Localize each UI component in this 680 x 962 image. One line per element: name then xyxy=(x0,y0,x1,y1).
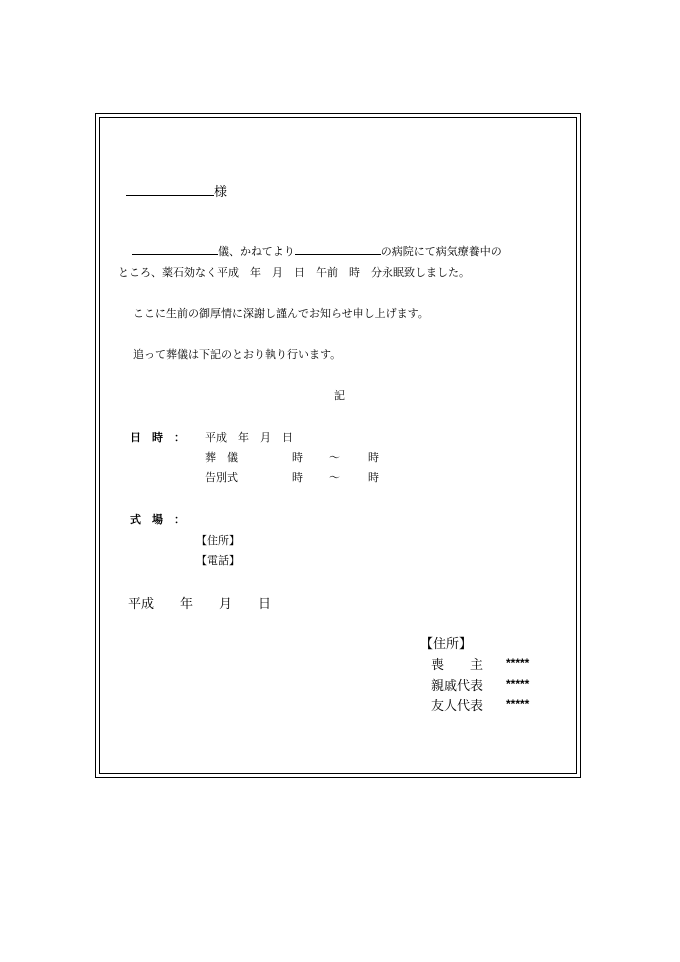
schedule-date: 平成 年 月 日 xyxy=(205,431,293,444)
farewell-start-hour: 時 xyxy=(292,471,303,484)
relatives-label: 親戚代表 xyxy=(431,679,484,694)
relatives-name: ***** xyxy=(506,677,530,691)
farewell-label: 告別式 xyxy=(205,471,238,484)
ki-heading: 記 xyxy=(334,389,345,402)
funeral-start-hour: 時 xyxy=(292,451,303,464)
sender-address: 【住所】 xyxy=(420,637,473,652)
addressee-blank xyxy=(126,185,214,196)
friends-name: ***** xyxy=(506,697,530,711)
farewell-range-tilde: ～ xyxy=(329,471,340,484)
addressee-suffix: 様 xyxy=(214,185,228,200)
announcement-line-1 xyxy=(132,243,502,259)
funeral-range-tilde: ～ xyxy=(329,451,340,464)
friends-label: 友人代表 xyxy=(431,699,484,714)
farewell-end-hour: 時 xyxy=(368,471,379,484)
funeral-label: 葬 儀 xyxy=(205,451,238,464)
chief-mourner-name: ***** xyxy=(506,656,530,670)
announcement-line-1-text-b: の病院にて病気療養中の xyxy=(380,245,502,258)
venue-label: 式 場 ： xyxy=(130,513,185,526)
addressee-line xyxy=(126,181,227,200)
gratitude-paragraph: ここに生前の御厚情に深謝し謹んでお知らせ申し上げます。 xyxy=(133,307,429,320)
hospital-name-blank xyxy=(295,244,381,255)
announcement-line-1-text-a: 儀、かねてより xyxy=(218,245,295,258)
announcement-line-2: ところ、薬石効なく平成 年 月 日 午前 時 分永眠致しました。 xyxy=(118,266,470,279)
deceased-name-blank xyxy=(132,244,218,255)
funeral-notice-paragraph: 追って葬儀は下記のとおり執り行います。 xyxy=(133,348,342,361)
signature-date: 平成 年 月 日 xyxy=(128,597,272,612)
funeral-end-hour: 時 xyxy=(368,451,379,464)
schedule-label: 日 時 ： xyxy=(130,431,185,444)
chief-mourner-label: 喪 主 xyxy=(431,658,484,673)
venue-phone: 【電話】 xyxy=(196,554,240,567)
venue-address: 【住所】 xyxy=(196,534,240,547)
document-frame-inner-border xyxy=(99,117,577,774)
